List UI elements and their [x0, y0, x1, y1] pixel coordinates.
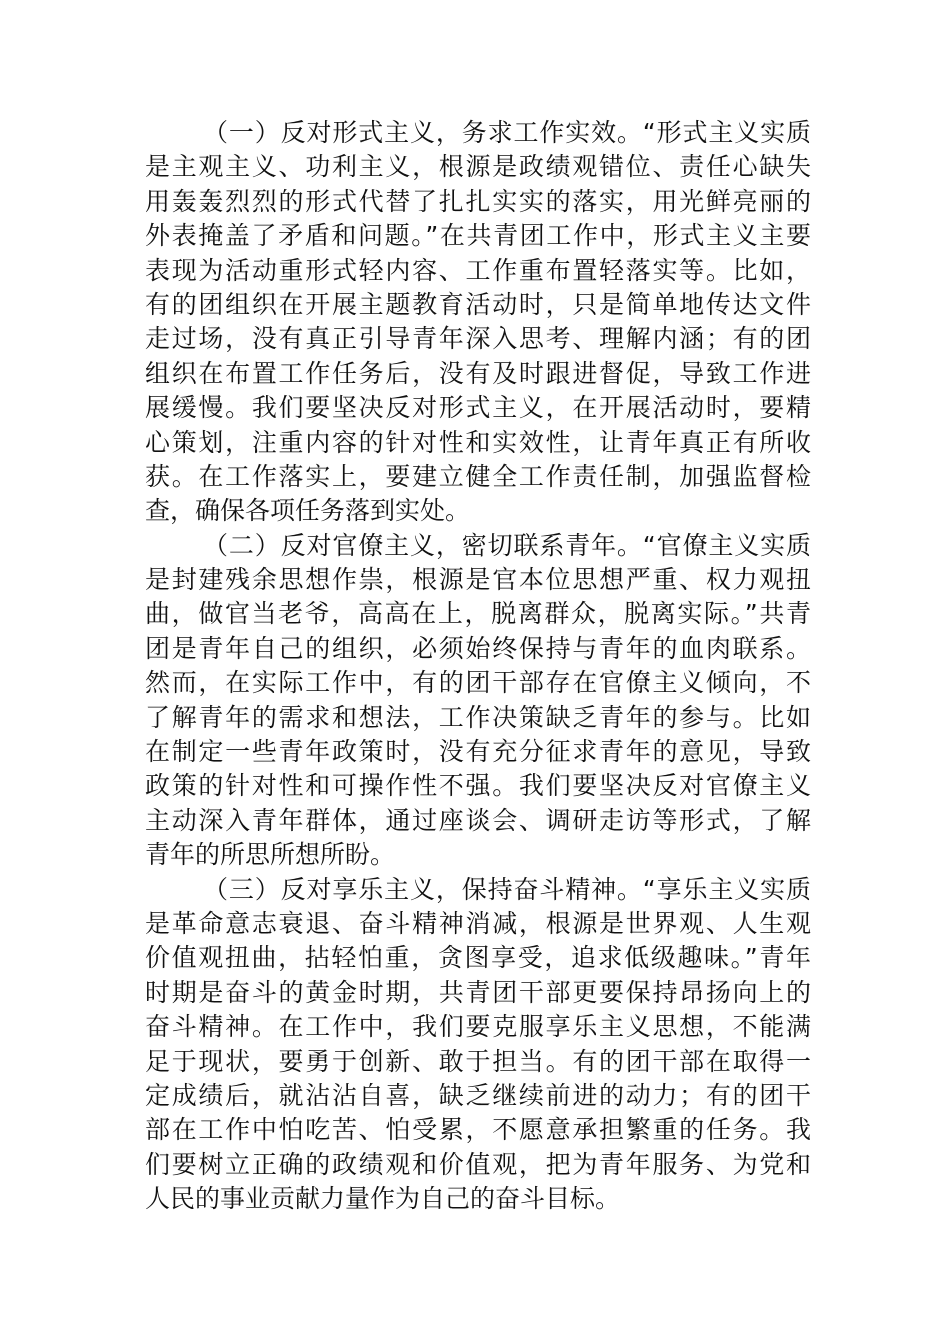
text-line: 是主观主义、功利主义，根源是政绩观错位、责任心缺失 [145, 152, 811, 182]
text-line: 主动深入青年群体，通过座谈会、调研走访等形式，了解 [145, 805, 811, 835]
text-line: 在制定一些青年政策时，没有充分征求青年的意见，导致 [145, 737, 811, 767]
text-line: 青年的所思所想所盼。 [145, 840, 396, 870]
text-line: 有的团组织在开展主题教育活动时，只是简单地传达文件 [145, 289, 811, 319]
text-line: 心策划，注重内容的针对性和实效性，让青年真正有所收 [145, 427, 811, 457]
text-line: 时期是奋斗的黄金时期，共青团干部更要保持昂扬向上的 [145, 977, 811, 1007]
text-line: 定成绩后，就沾沾自喜，缺乏继续前进的动力；有的团干 [145, 1080, 811, 1110]
text-line: 是革命意志衰退、奋斗精神消减，根源是世界观、人生观 [145, 908, 811, 938]
text-line: 了解青年的需求和想法，工作决策缺乏青年的参与。比如 [145, 702, 811, 732]
document-body [145, 116, 811, 1217]
text-line: 足于现状，要勇于创新、敢于担当。有的团干部在取得一 [145, 1046, 811, 1076]
text-line: 价值观扭曲，拈轻怕重，贪图享受，追求低级趣味。”青年 [145, 943, 811, 973]
text-line: 组织在布置工作任务后，没有及时跟进督促，导致工作进 [145, 358, 811, 388]
text-line: 们要树立正确的政绩观和价值观，把为青年服务、为党和 [145, 1149, 811, 1179]
text-line: 部在工作中怕吃苦、怕受累，不愿意承担繁重的任务。我 [145, 1115, 811, 1145]
text-line: 然而，在实际工作中，有的团干部存在官僚主义倾向，不 [145, 668, 811, 698]
paragraph-oppose-hedonism [145, 873, 811, 1217]
text-line: 查，确保各项任务落到实处。 [145, 496, 471, 526]
text-line: 走过场，没有真正引导青年深入思考、理解内涵；有的团 [145, 324, 811, 354]
paragraph-oppose-bureaucratism [145, 529, 811, 873]
text-line: （一）反对形式主义，务求工作实效。“形式主义实质 [203, 118, 811, 147]
text-line: 人民的事业贡献力量作为自己的奋斗目标。 [145, 1184, 621, 1214]
text-line: 团是青年自己的组织，必须始终保持与青年的血肉联系。 [145, 633, 811, 663]
text-line: 展缓慢。我们要坚决反对形式主义，在开展活动时，要精 [145, 393, 811, 423]
text-line: 获。在工作落实上，要建立健全工作责任制，加强监督检 [145, 461, 811, 491]
text-line: 外表掩盖了矛盾和问题。”在共青团工作中，形式主义主要 [145, 221, 811, 251]
text-line: （三）反对享乐主义，保持奋斗精神。“享乐主义实质 [203, 874, 811, 904]
text-line: （二）反对官僚主义，密切联系青年。“官僚主义实质 [203, 530, 811, 560]
text-line: 用轰轰烈烈的形式代替了扎扎实实的落实，用光鲜亮丽的 [145, 186, 811, 216]
paragraph-oppose-formalism [145, 116, 811, 529]
text-line: 是封建残余思想作祟，根源是官本位思想严重、权力观扭 [145, 565, 811, 595]
text-line: 奋斗精神。在工作中，我们要克服享乐主义思想，不能满 [145, 1012, 811, 1042]
text-line: 曲，做官当老爷，高高在上，脱离群众，脱离实际。”共青 [145, 599, 811, 629]
text-line: 政策的针对性和可操作性不强。我们要坚决反对官僚主义 [145, 771, 811, 801]
text-line: 表现为活动重形式轻内容、工作重布置轻落实等。比如， [145, 255, 811, 285]
